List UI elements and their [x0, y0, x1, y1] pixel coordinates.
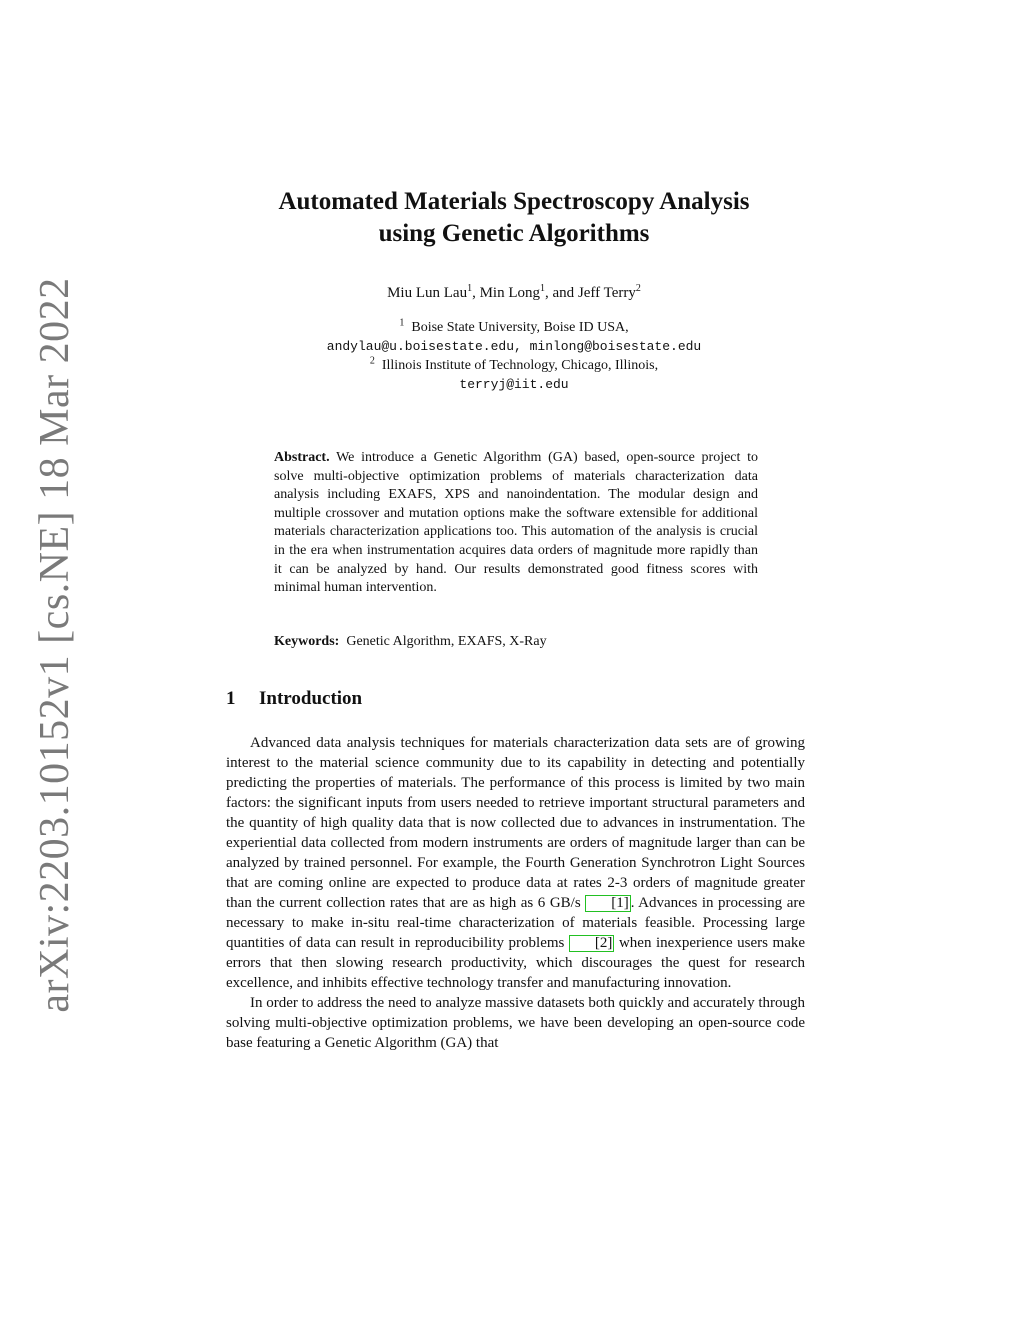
paper-title — [200, 186, 828, 250]
citation-link[interactable]: [1] — [585, 895, 631, 912]
affiliation-1 — [200, 318, 828, 337]
affiliation-1-emails[interactable]: andylau@u.boisestate.edu, minlong@boisestate.edu — [326, 339, 702, 354]
paragraph-text: Advanced data analysis techniques for materials characterization data sets are of growing interest to the material science community due to its capability in detecting and potentially predicting the properties of materials. The performance of this process is limited by two main factors: the significant inputs from users needed to retrieve important structural parameters and the quantity of high quality data that is now collected due to advances in instrumentation. The experiential data collected from modern instruments are orders of magnitude larger than can be analyzed by trained personnel. For example, the Fourth Generation Synchrotron Light Sources that are coming online are expected to produce data at rates 2-3 orders of magnitude greater than the current collection rates that are as high as 6 GB/s — [226, 735, 805, 911]
affiliations — [200, 318, 828, 394]
affiliation-mark: 2 — [369, 355, 375, 367]
abstract-label: Abstract. — [274, 450, 330, 465]
title-line-1: Automated Materials Spectroscopy Analysis — [278, 188, 750, 215]
affiliation-2-email[interactable]: terryj@iit.edu — [459, 377, 569, 392]
paragraph-text: when inexperience users make errors that then slowing research productivity, which discourages the quest for research excellence, and inhibits effective technology transfer and manufacturing innovation. — [226, 935, 806, 991]
abstract — [274, 449, 758, 598]
abstract-text: We introduce a Genetic Algorithm (GA) based, open-source project to solve multi-objective optimization problems of materials characterization data analysis including EXAFS, XPS and nanoindentation. The modular design and multiple crossover and mutation options make the software extensible for additional materials characterization applications too. This automation of the analysis is crucial in the era when instrumentation acquires data orders of magnitude more rapidly than it can be analyzed by hand. Our results demonstrated good fitness scores with minimal human intervention. — [274, 450, 759, 596]
paragraph-text: . Advances in processing are necessary to make in-situ real-time characterization of materials feasible. Processing large quantities of data can result in reproducibility problems — [226, 895, 806, 951]
keywords — [274, 632, 758, 651]
body-text — [226, 733, 805, 1053]
affiliation-mark: 1 — [399, 317, 405, 329]
paragraph: In order to address the need to analyze massive datasets both quickly and accurately through solving multi-objective optimization problems, we have been developing an open-source code base featuring a Genetic Algorithm (GA) that — [226, 995, 805, 1051]
author-affiliation-mark: 1 — [540, 283, 546, 294]
author-list — [200, 283, 828, 303]
arxiv-watermark: arXiv:2203.10152v1 [cs.NE] 18 Mar 2022 — [32, 277, 78, 1013]
author-name: Jeff Terry — [577, 285, 636, 301]
author-separator: , — [472, 285, 480, 301]
section-title: Introduction — [259, 688, 363, 709]
author-name: Miu Lun Lau — [387, 285, 468, 301]
affiliation-text: Illinois Institute of Technology, Chicago, Illinois, — [381, 358, 659, 373]
author-affiliation-mark: 1 — [467, 283, 473, 294]
author-name: Min Long — [479, 285, 541, 301]
keywords-text: Genetic Algorithm, EXAFS, X-Ray — [346, 634, 547, 649]
citation-link[interactable]: [2] — [569, 935, 615, 952]
paragraph — [226, 733, 805, 993]
affiliation-text: Boise State University, Boise ID USA, — [411, 320, 629, 335]
keywords-label: Keywords: — [274, 634, 340, 649]
section-heading — [226, 688, 362, 710]
author-separator: , and — [545, 285, 578, 301]
section-number: 1 — [226, 688, 236, 709]
affiliation-2 — [200, 356, 828, 375]
title-line-2: using Genetic Algorithms — [378, 220, 650, 247]
author-affiliation-mark: 2 — [635, 283, 641, 294]
